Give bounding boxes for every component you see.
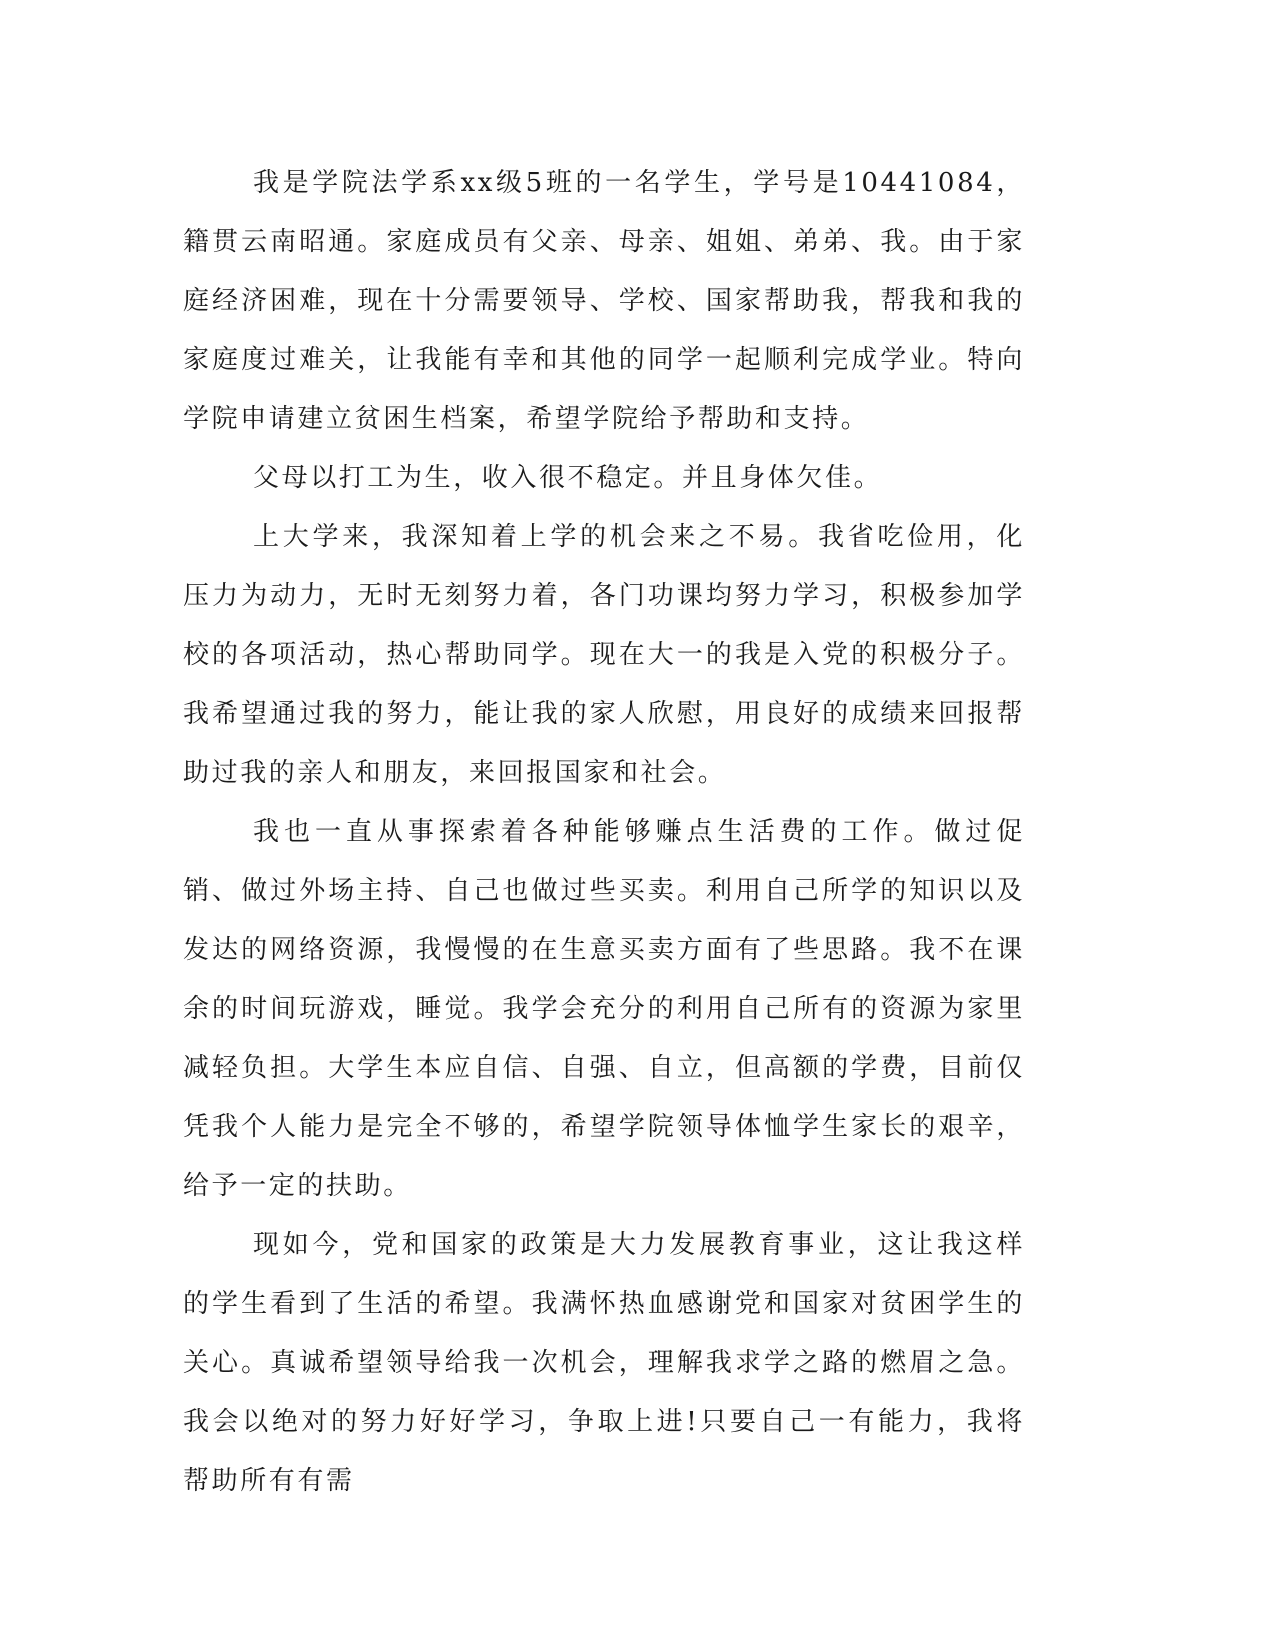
paragraph-part-time-work: 我也一直从事探索着各种能够赚点生活费的工作。做过促销、做过外场主持、自己也做过些买卖。利用自己所学的知识以及发达的网络资源，我慢慢的在生意买卖方面有了些思路。我不在课余的时间玩游戏，睡觉。我学会充分的利用自己所有的资源为家里减轻负担。大学生本应自信、自强、自立，但高额的学费，目前仅凭我个人能力是完全不够的，希望学院领导体恤学生家长的艰辛，给予一定的扶助。: [183, 817, 1025, 1201]
paragraph-gratitude-request: 现如今，党和国家的政策是大力发展教育事业，这让我这样的学生看到了生活的希望。我满怀热血感谢党和国家对贫困学生的关心。真诚希望领导给我一次机会，理解我求学之路的燃眉之急。我会以绝对的努力好好学习，争取上进!只要自己一有能力，我将帮助所有有需: [183, 1230, 1025, 1496]
paragraph-parents-income: 父母以打工为生，收入很不稳定。并且身体欠佳。: [253, 463, 883, 493]
paragraph-family-background: 我是学院法学系xx级5班的一名学生，学号是10441084，籍贯云南昭通。家庭成员有父亲、母亲、姐姐、弟弟、我。由于家庭经济困难，现在十分需要领导、学校、国家帮助我，帮我和我的家庭度过难关，让我能有幸和其他的同学一起顺利完成学业。特向学院申请建立贫困生档案，希望学院给予帮助和支持。: [183, 168, 1025, 434]
paragraph-university-study: 上大学来，我深知着上学的机会来之不易。我省吃俭用，化压力为动力，无时无刻努力着，各门功课均努力学习，积极参加学校的各项活动，热心帮助同学。现在大一的我是入党的积极分子。我希望通过我的努力，能让我的家人欣慰，用良好的成绩来回报帮助过我的亲人和朋友，来回报国家和社会。: [183, 522, 1025, 788]
document-body: [183, 154, 1025, 1511]
